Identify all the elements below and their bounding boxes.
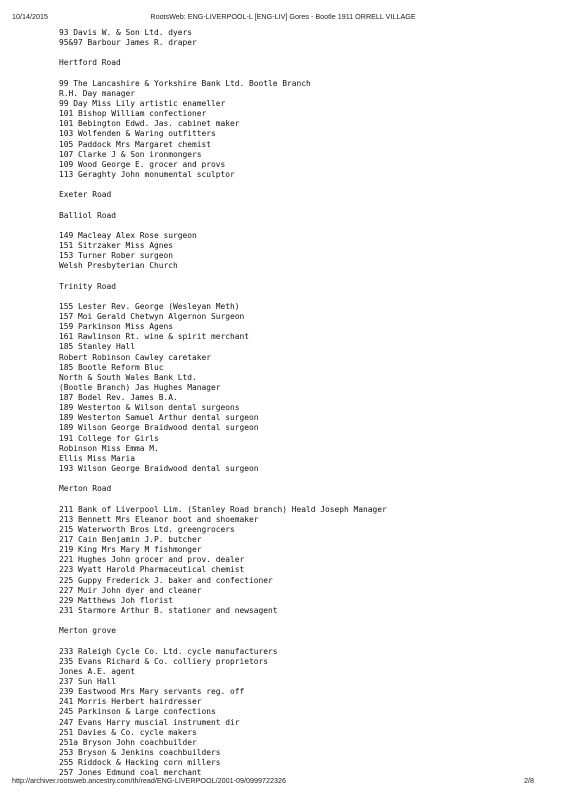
page-title: RootsWeb: ENG-LIVERPOOL-L [ENG-LIV] Gores - Bootle 1911 ORRELL VILLAGE (150, 12, 416, 21)
directory-line: Ellis Miss Maria (59, 453, 136, 463)
directory-listing (59, 28, 539, 778)
directory-line: 241 Morris Herbert hairdresser (59, 697, 202, 707)
directory-line: 101 Bebington Edwd. Jas. cabinet maker (59, 119, 240, 129)
directory-line: 233 Raleigh Cycle Co. Ltd. cycle manufacturers (59, 646, 278, 656)
directory-line: 99 The Lancashire & Yorkshire Bank Ltd. Bootle Branch (59, 78, 311, 88)
directory-line: 247 Evans Harry muscial instrument dir (59, 717, 240, 727)
directory-line: 93 Davis W. & Son Ltd. dyers (59, 28, 193, 37)
directory-line: 189 Westerton Samuel Arthur dental surgeon (59, 413, 259, 423)
directory-line: 255 Riddock & Hacking corn millers (59, 758, 221, 768)
blank-line (59, 271, 539, 281)
blank-line (59, 616, 539, 626)
directory-line: 245 Parkinson & Large confections (59, 707, 216, 717)
directory-line: Robinson Miss Emma M. (59, 443, 159, 453)
directory-line: Merton Road (59, 484, 112, 494)
directory-line: Merton grove (59, 626, 117, 636)
directory-line: (Bootle Branch) Jas Hughes Manager (59, 382, 221, 392)
source-url[interactable]: http://archiver.rootsweb.ancestry.com/th/read/ENG-LIVERPOOL/2001-09/0999722326 (12, 776, 286, 785)
directory-line: North & South Wales Bank Ltd. (59, 372, 197, 382)
blank-line (59, 474, 539, 484)
directory-line: Welsh Presbyterian Church (59, 261, 178, 271)
page-number: 2/8 (524, 776, 534, 785)
directory-line: 107 Clarke J & Son ironmongers (59, 149, 202, 159)
directory-line: 217 Cain Benjamin J.P. butcher (59, 535, 202, 545)
directory-line: 235 Evans Richard & Co. colliery proprietors (59, 656, 269, 666)
directory-line: 213 Bennett Mrs Eleanor boot and shoemaker (59, 514, 259, 524)
directory-line: 99 Day Miss Lily artistic enameller (59, 98, 226, 108)
directory-line: 151 Sitrzaker Miss Agnes (59, 240, 174, 250)
directory-line: Jones A.E. agent (59, 666, 136, 676)
directory-line: 189 Westerton & Wilson dental surgeons (59, 403, 240, 413)
directory-line: 155 Lester Rev. George (Wesleyan Meth) (59, 301, 240, 311)
directory-line: 215 Waterworth Bros Ltd. greengrocers (59, 524, 235, 534)
directory-line: 101 Bishop William confectioner (59, 109, 207, 119)
directory-line: 211 Bank of Liverpool Lim. (Stanley Road branch) Heald Joseph Manager (59, 504, 387, 514)
directory-line: 225 Guppy Frederick J. baker and confectioner (59, 575, 273, 585)
directory-line: 239 Eastwood Mrs Mary servants reg. off (59, 687, 245, 697)
directory-line: 187 Bodel Rev. James B.A. (59, 393, 178, 403)
directory-line: 221 Hughes John grocer and prov. dealer (59, 555, 245, 565)
directory-line: 191 College for Girls (59, 433, 159, 443)
directory-line: 153 Turner Rober surgeon (59, 251, 174, 261)
directory-line: 95&97 Barbour James R. draper (59, 38, 197, 48)
blank-line (59, 48, 539, 58)
directory-line: 161 Rawlinson Rt. wine & spirit merchant (59, 332, 250, 342)
directory-line: 223 Wyatt Harold Pharmaceutical chemist (59, 565, 245, 575)
directory-line: 105 Paddock Mrs Margaret chemist (59, 139, 212, 149)
blank-line (59, 69, 539, 79)
directory-line: 231 Starmore Arthur B. stationer and newsagent (59, 606, 278, 616)
directory-line: 253 Bryson & Jenkins coachbuilders (59, 747, 221, 757)
blank-line (59, 221, 539, 231)
directory-line: 227 Muir John dyer and cleaner (59, 585, 202, 595)
directory-line: Trinity Road (59, 281, 117, 291)
blank-line (59, 636, 539, 646)
directory-line: 157 Moi Gerald Chetwyn Algernon Surgeon (59, 311, 245, 321)
directory-line: Balliol Road (59, 210, 117, 220)
directory-line: 193 Wilson George Braidwood dental surgeon (59, 464, 259, 474)
directory-line: 185 Bootle Reform Bluc (59, 362, 164, 372)
directory-line: 113 Geraghty John monumental sculptor (59, 169, 235, 179)
directory-line: 103 Wolfenden & Waring outfitters (59, 129, 216, 139)
directory-line: 251 Davies & Co. cycle makers (59, 727, 197, 737)
directory-line: 257 Jones Edmund coal merchant (59, 768, 202, 778)
directory-line: 185 Stanley Hall (59, 342, 136, 352)
directory-line: 159 Parkinson Miss Agens (59, 322, 174, 332)
directory-line: 149 Macleay Alex Rose surgeon (59, 230, 197, 240)
blank-line (59, 180, 539, 190)
directory-line: R.H. Day manager (59, 88, 136, 98)
directory-line: 251a Bryson John coachbuilder (59, 737, 197, 747)
directory-line: 219 King Mrs Mary M fishmonger (59, 545, 202, 555)
directory-line: Hertford Road (59, 58, 121, 68)
print-date: 10/14/2015 (12, 12, 48, 21)
blank-line (59, 292, 539, 302)
directory-line: 109 Wood George E. grocer and provs (59, 159, 226, 169)
directory-line: 229 Matthews Joh florist (59, 595, 174, 605)
directory-line: Robert Robinson Cawley caretaker (59, 352, 212, 362)
directory-line: Exeter Road (59, 190, 112, 200)
blank-line (59, 494, 539, 504)
blank-line (59, 200, 539, 210)
directory-line: 237 Sun Hall (59, 677, 117, 686)
directory-line: 189 Wilson George Braidwood dental surgeon (59, 423, 259, 433)
